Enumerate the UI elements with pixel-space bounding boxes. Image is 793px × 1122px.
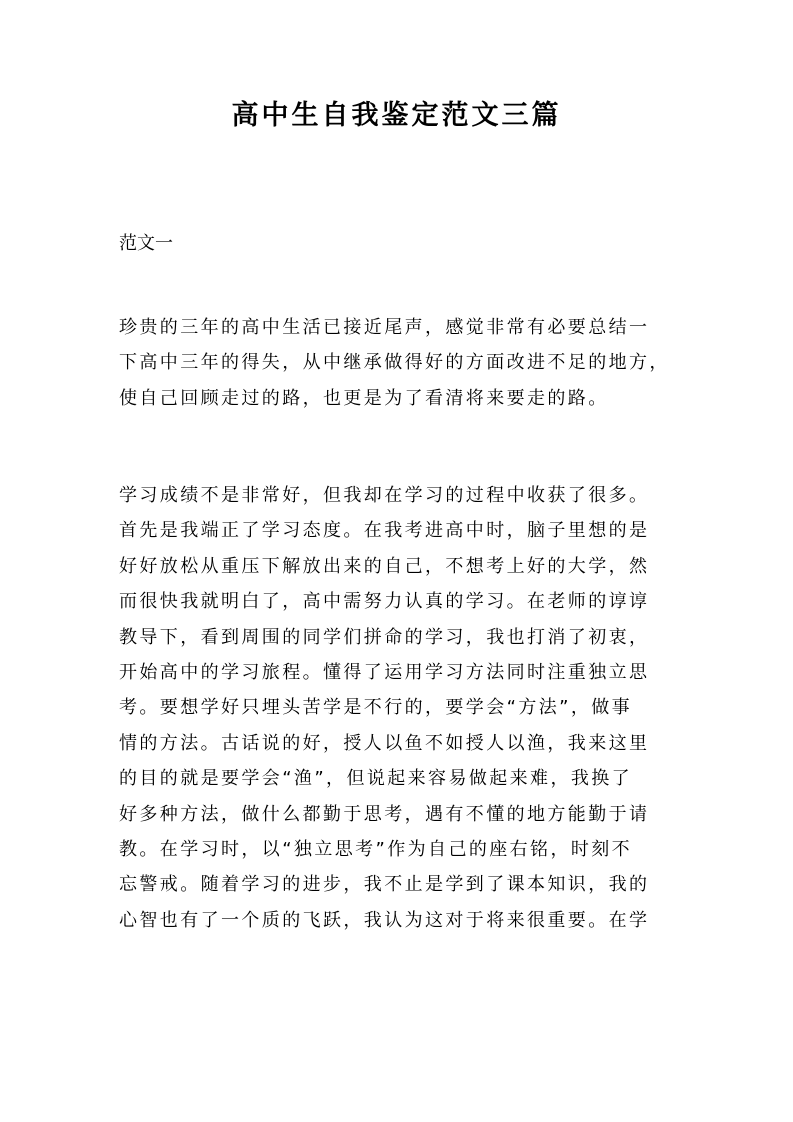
paragraph-line: 开始高中的学习旅程。懂得了运用学习方法同时注重独立思 [119, 662, 650, 684]
paragraph-line: 好好放松从重压下解放出来的自己，不想考上好的大学，然 [119, 555, 650, 577]
paragraph-line: 心智也有了一个质的飞跃，我认为这对于将来很重要。在学 [119, 909, 650, 931]
paragraph-line: 下高中三年的得失，从中继承做得好的方面改进不足的地方， [119, 352, 670, 374]
paragraph-line: 使自己回顾走过的路，也更是为了看清将来要走的路。 [119, 387, 609, 409]
paragraph-line: 忘警戒。随着学习的进步，我不止是学到了课本知识，我的 [119, 874, 650, 896]
paragraph-line: 首先是我端正了学习态度。在我考进高中时，脑子里想的是 [119, 520, 650, 542]
paragraph-line: 情的方法。古话说的好，授人以鱼不如授人以渔，我来这里 [119, 732, 650, 754]
paragraph-line: 学习成绩不是非常好，但我却在学习的过程中收获了很多。 [119, 485, 650, 506]
paragraph-1 [119, 310, 679, 416]
paragraph-line: 教导下，看到周围的同学们拼命的学习，我也打消了初衷， [119, 626, 650, 648]
paragraph-line: 考。要想学好只埋头苦学是不行的，要学会“方法”，做事 [119, 697, 633, 719]
document-title: 高中生自我鉴定范文三篇 [231, 100, 562, 131]
paragraph-line: 珍贵的三年的高中生活已接近尾声，感觉非常有必要总结一 [119, 317, 650, 338]
paragraph-line: 教。在学习时，以“独立思考”作为自己的座右铭，时刻不 [119, 839, 633, 861]
paragraph-line: 好多种方法，做什么都勤于思考，遇有不懂的地方能勤于请 [119, 803, 650, 825]
paragraph-line: 而很快我就明白了，高中需努力认真的学习。在老师的谆谆 [119, 591, 650, 613]
paragraph-2 [119, 478, 679, 938]
paragraph-line: 的目的就是要学会“渔”，但说起来容易做起来难，我换了 [119, 768, 633, 790]
section-label: 范文一 [119, 233, 173, 254]
